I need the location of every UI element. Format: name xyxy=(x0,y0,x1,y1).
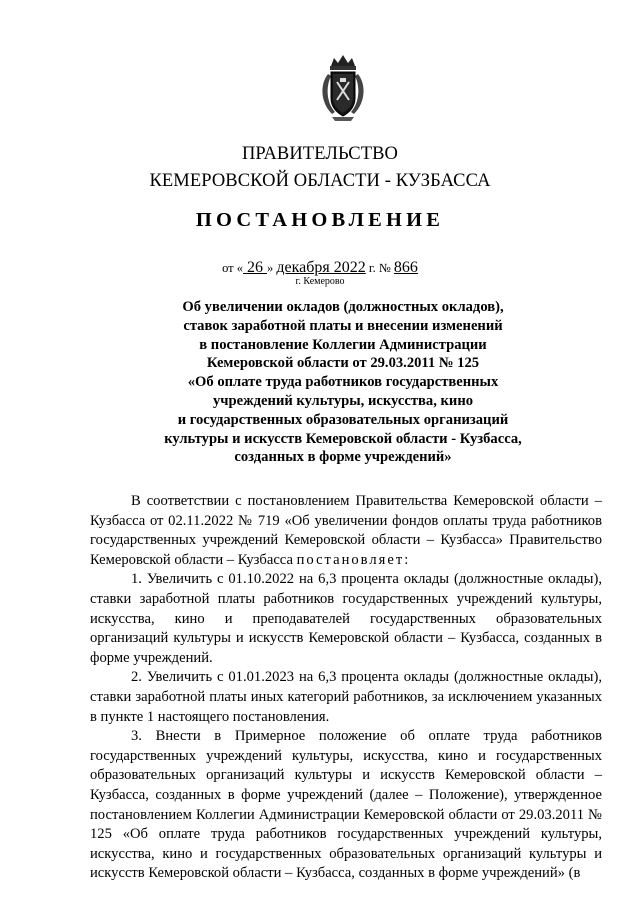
date-suffix: г. № xyxy=(365,261,394,275)
date-mid: » xyxy=(267,261,277,275)
document-dateline xyxy=(0,259,640,277)
heading-line: Кемеровской области от 29.03.2011 № 125 xyxy=(206,355,480,372)
clause-1-paragraph: 1. Увеличить с 01.10.2022 на 6,3 процента оклады (должностные оклады), ставки заработной платы работников государственных учреждений культуры, искусства, кино и преподавателей государственных образовательных организаций культуры и искусств Кемеровской области – Кузбасса, созданных в форме учреждений. xyxy=(90,571,602,666)
preamble-text: В соответствии с постановлением Правительства Кемеровской области – Кузбасса от 02.11.2022 № 719 «Об увеличении фондов оплаты труда работников государственных учреждений Кемеровской области – Кузбасса» Правительство Кемеровской области – Кузбасса xyxy=(90,493,602,568)
preamble-paragraph xyxy=(90,492,602,570)
date-month-year: декабря 2022 xyxy=(276,259,366,276)
heading-line: культуры и искусств Кемеровской области - Кузбасса, xyxy=(164,430,522,447)
document-number: 866 xyxy=(393,259,418,276)
government-name-line2: КЕМЕРОВСКОЙ ОБЛАСТИ - КУЗБАССА xyxy=(149,171,491,191)
clause-3-paragraph: 3. Внести в Примерное положение об оплате труда работников государственных учреждений культуры, искусства, кино и государственных образовательных организаций культуры и искусств Кемеровской области – Кузбасса, созданных в форме учреждений (далее – Положение), утвержденное постановлением Коллегии Администрации Кемеровской области от 29.03.2011 № 125 «Об оплате труда работников государственных учреждений культуры, искусства, кино и государственных образовательных организаций культуры и искусств Кемеровской области – Кузбасса, созданных в форме учреждений» (в xyxy=(90,728,602,882)
date-day: 26 xyxy=(243,259,268,276)
date-prefix: от « xyxy=(222,261,244,275)
government-name-line1: ПРАВИТЕЛЬСТВО xyxy=(241,144,399,164)
heading-line: Об увеличении окладов (должностных окладов), xyxy=(182,299,504,315)
document-city: г. Кемерово xyxy=(295,276,345,287)
document-heading xyxy=(150,298,536,467)
coat-of-arms-icon xyxy=(318,54,368,122)
heading-line: в постановление Коллегии Администрации xyxy=(199,336,487,353)
heading-line: учреждений культуры, искусства, кино xyxy=(212,392,474,409)
clause-2-paragraph: 2. Увеличить с 01.01.2023 на 6,3 процента оклады (должностные оклады), ставки заработной платы иных категорий работников, за исключением указанных в пункте 1 настоящего постановления. xyxy=(90,669,602,725)
heading-line: ставок заработной платы и внесении изменений xyxy=(183,317,503,334)
document-body xyxy=(90,492,602,884)
heading-line: «Об оплате труда работников государственных xyxy=(187,374,499,391)
document-type-title: ПОСТАНОВЛЕНИЕ xyxy=(195,209,445,231)
heading-line: созданных в форме учреждений» xyxy=(234,449,452,466)
heading-line: и государственных образовательных организаций xyxy=(177,411,509,428)
decree-keyword: постановляет: xyxy=(296,551,411,568)
